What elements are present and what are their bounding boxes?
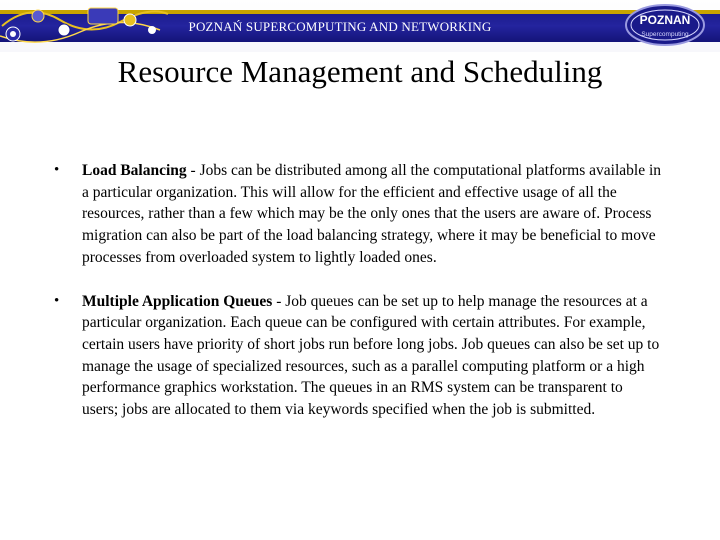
bullet-marker: • (54, 162, 60, 178)
organization-title: POZNAŃ SUPERCOMPUTING AND NETWORKING (188, 19, 492, 34)
header-banner (0, 0, 720, 52)
bullet-list (54, 160, 674, 443)
slide-title: Resource Management and Scheduling (117, 54, 603, 89)
svg-text:POZNAN: POZNAN (639, 13, 691, 27)
poznan-logo (624, 3, 706, 47)
svg-text:Supercomputing: Supercomputing (641, 31, 689, 38)
bullet-text (82, 160, 662, 269)
bullet-multiple-application-queues (54, 291, 674, 421)
bullet-description: - Jobs can be distributed among all the computational platforms available in a particular organization. This will allow for the efficient and effective usage of all the resources, rather than a few which may be the only ones that the users are aware of. Process migration can also be part of the load balancing strategy, where it may be beneficial to move processes from overloaded system to lightly loaded ones. (82, 162, 662, 266)
bullet-term: Multiple Application Queues (82, 292, 273, 310)
bullet-marker: • (54, 292, 60, 309)
bullet-description: - Job queues can be set up to help manage the resources at a particular organization. Each queue can be configured with certain attributes. For example, certain users have priority of short jobs run before long jobs. Job queues can also be set up to manage the usage of specialized resources, such as a parallel computing platform or a high performance graphics workstation. The queues in an RMS system can be transparent to users; jobs are allocated to them via keywords specified when the job is submitted. (82, 292, 660, 419)
bullet-term: Load Balancing (82, 162, 187, 179)
bullet-text (82, 291, 662, 421)
bullet-load-balancing (54, 160, 674, 269)
